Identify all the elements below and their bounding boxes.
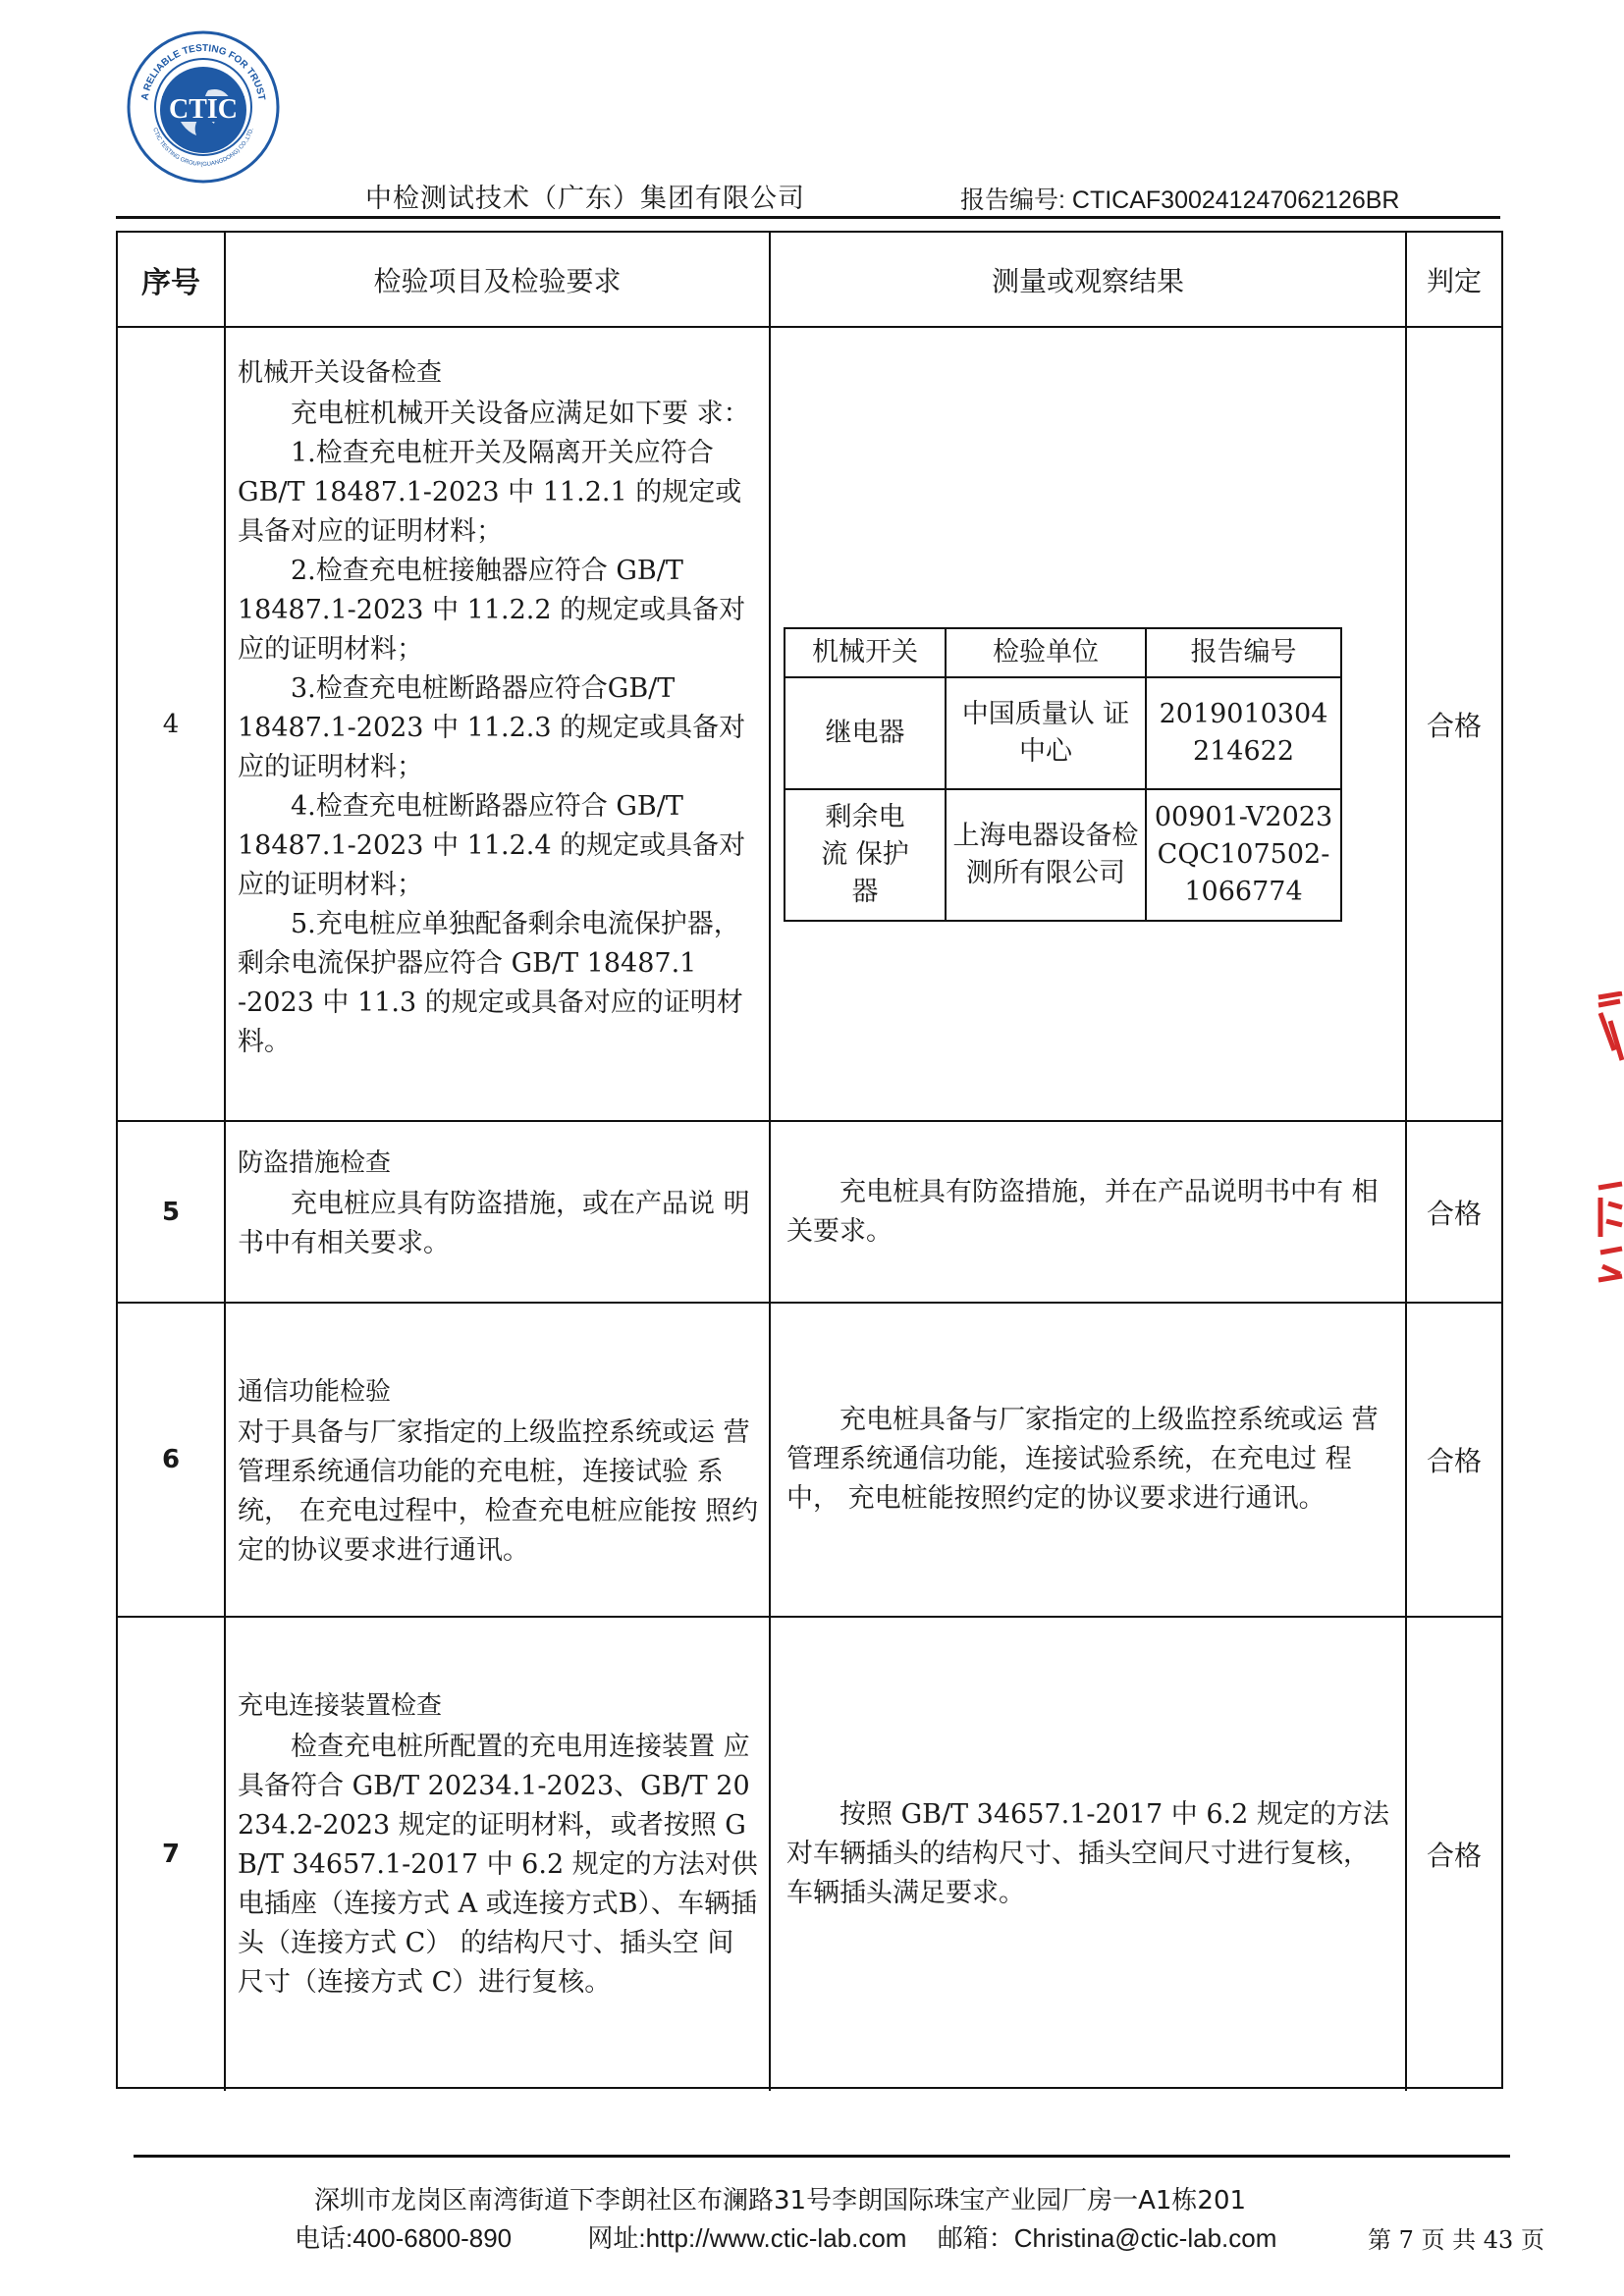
inspection-table — [116, 231, 1503, 2089]
row-verdict: 合格 — [1426, 709, 1482, 742]
cert-lab: 中国质量认 证中心 — [946, 677, 1146, 789]
footer-divider — [134, 2155, 1510, 2158]
logo-text: CTIC — [168, 94, 239, 125]
cert-switch: 继电器 — [785, 677, 946, 789]
result-text: 充电桩具备与厂家指定的上级监控系统或运 营管理系统通信功能，连接试验系统，在充电过 程中， 充电桩能按照约定的协议要求进行通讯。 — [786, 1405, 1379, 1514]
row-number: 6 — [118, 1304, 226, 1616]
item-req-5: 5.充电桩应单独配备剩余电流保护器， 剩余电流保护器应符合 GB/T 18487.1 -2023 中 11.3 的规定或具备对应的证明材 料。 — [238, 909, 743, 1057]
row-verdict: 合格 — [1426, 1840, 1482, 1872]
item-req: 检查充电桩所配置的充电用连接装置 应具备符合 GB/T 20234.1-2023、GB/T 20 234.2-2023 规定的证明材料，或者按照 G B/T 34657.1-2017 中 6.2 规定的方法对供 电插座（连接方式 A 或连接方式B）、车辆插头（连接方式 C） 的结构尺寸、插头空 间尺寸（连接方式 C）进行复核。 — [238, 1732, 758, 1998]
footer-email[interactable]: 邮箱：Christina@ctic-lab.com — [937, 2223, 1277, 2253]
seal-fragment — [1595, 1178, 1624, 1297]
certificate-header-row — [785, 628, 1341, 677]
certificate-row — [785, 789, 1341, 921]
item-req-2: 2.检查充电桩接触器应符合 GB/T 18487.1-2023 中 11.2.2 的规定或具备对 应的证明材料； — [238, 556, 746, 665]
footer-website[interactable]: 网址:http://www.ctic-lab.com — [587, 2223, 907, 2253]
row-requirement — [226, 328, 771, 1120]
row-result — [771, 328, 1407, 1120]
logo-ring-bottom-text: CTIC TESTING GROUP(GUANGDONG) CO.,LTD. — [151, 127, 255, 169]
footer-address: 深圳市龙岗区南湾街道下李朗社区布澜路31号李朗国际珠宝产业园厂房一A1栋201 — [314, 2186, 1247, 2216]
row-verdict: 合格 — [1426, 1445, 1482, 1477]
row-verdict: 合格 — [1426, 1197, 1482, 1230]
cert-lab: 上海电器设备检测所有限公司 — [946, 789, 1146, 921]
ctic-logo — [126, 29, 281, 185]
row-requirement — [226, 1122, 771, 1302]
item-title: 通信功能检验 — [238, 1377, 392, 1407]
item-title: 机械开关设备检查 — [238, 358, 443, 388]
result-text: 充电桩具有防盗措施，并在产品说明书中有 相关要求。 — [786, 1176, 1379, 1247]
table-row — [118, 1304, 1501, 1618]
certificate-row — [785, 677, 1341, 789]
cert-header-report: 报告编号 — [1146, 628, 1341, 677]
row-result — [771, 1618, 1407, 2091]
item-req-1: 1.检查充电桩开关及隔离开关应符合 GB/T 18487.1-2023 中 11.2.1 的规定或 具备对应的证明材料； — [238, 438, 742, 547]
header-result: 测量或观察结果 — [771, 233, 1407, 326]
item-req-3: 3.检查充电桩断路器应符合GB/T 18487.1-2023 中 11.2.3 的规定或具备对 应的证明材料； — [238, 673, 746, 782]
cert-switch: 剩余电流 保护器 — [785, 789, 946, 921]
cert-report: 00901-V2023CQC107502-1066774 — [1146, 789, 1341, 921]
result-text: 按照 GB/T 34657.1-2017 中 6.2 规定的方法 对车辆插头的结构尺寸、插头空间尺寸进行复核， 车辆插头满足要求。 — [786, 1799, 1389, 1908]
company-name: 中检测试技术（广东）集团有限公司 — [365, 184, 805, 214]
table-row — [118, 1618, 1501, 2091]
item-title: 充电连接装置检查 — [238, 1691, 443, 1721]
row-number: 4 — [118, 328, 226, 1120]
page-number: 第 7 页 共 43 页 — [1368, 2226, 1544, 2254]
item-req: 对于具备与厂家指定的上级监控系统或运 营管理系统通信功能的充电桩，连接试验 系统， 在充电过程中，检查充电桩应能按 照约定的协议要求进行通讯。 — [238, 1417, 759, 1566]
footer-phone: 电话:400-6800-890 — [295, 2223, 513, 2253]
header-verdict: 判定 — [1426, 264, 1482, 297]
row-result — [771, 1304, 1407, 1616]
table-header-row — [118, 233, 1501, 328]
row-requirement — [226, 1304, 771, 1616]
row-number: 5 — [118, 1122, 226, 1302]
header-no: 序号 — [118, 233, 226, 326]
footer-contact — [295, 2218, 1345, 2255]
item-req-4: 4.检查充电桩断路器应符合 GB/T 18487.1-2023 中 11.2.4 的规定或具备对 应的证明材料； — [238, 791, 746, 900]
header-item: 检验项目及检验要求 — [226, 233, 771, 326]
item-intro: 充电桩机械开关设备应满足如下要 求： — [291, 399, 750, 429]
cert-header-switch: 机械开关 — [785, 628, 946, 677]
report-number: 报告编号: CTICAF300241247062126BR — [960, 187, 1400, 214]
header-divider — [116, 216, 1500, 219]
row-requirement — [226, 1618, 771, 2091]
row-result — [771, 1122, 1407, 1302]
cert-header-lab: 检验单位 — [946, 628, 1146, 677]
item-title: 防盗措施检查 — [238, 1148, 392, 1178]
table-row — [118, 1122, 1501, 1304]
table-row — [118, 328, 1501, 1122]
seal-fragment — [1595, 991, 1624, 1081]
row-number: 7 — [118, 1618, 226, 2091]
item-req: 充电桩应具有防盗措施，或在产品说 明书中有相关要求。 — [238, 1189, 750, 1258]
cert-report: 2019010304214622 — [1146, 677, 1341, 789]
certificate-table — [784, 627, 1342, 922]
logo-ring-text: A RELIABLE TESTING FOR TRUST — [139, 42, 267, 102]
